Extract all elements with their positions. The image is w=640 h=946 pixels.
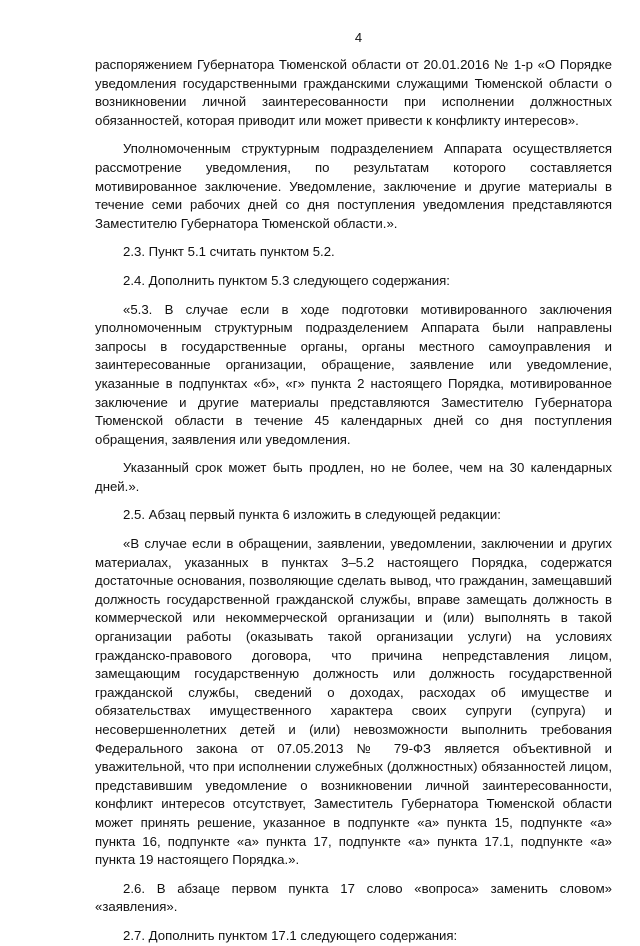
paragraph-continuation: распоряжением Губернатора Тюменской области от 20.01.2016 № 1-р «О Порядке уведомления государственными гражданскими служащими Тюменской области о возникновении личной заинтересованности при исполнении должностных обязанностей, которая приводит или может привести к конфликту интересов». — [95, 57, 612, 128]
paragraph-authorized-unit: Уполномоченным структурным подразделением Аппарата осуществляется рассмотрение уведомления, по результатам которого составляется мотивированное заключение. Уведомление, заключение и другие материалы в течение семи рабочих дней со дня поступления уведомления представляются Заместителю Губернатора Тюменской области.». — [95, 141, 612, 231]
paragraph-clause-5-3: «5.3. В случае если в ходе подготовки мотивированного заключения уполномоченным структурным подразделением Аппарата были направлены запросы в государственные органы, органы местного самоуправления и заинтересованные организации, обращение, заявление или уведомление, указанные в подпунктах «б», «г» пункта 2 настоящего Порядка, мотивированное заключение и другие материалы представляются Заместителю Губернатора Тюменской области в течение 45 календарных дней со дня поступления обращения, заявления или уведомления. — [95, 301, 612, 447]
paragraph-item-2-4: 2.4. Дополнить пунктом 5.3 следующего содержания: — [123, 272, 450, 288]
paragraph-item-2-6: 2.6. В абзаце первом пункта 17 слово «вопроса» заменить словом» «заявления». — [95, 880, 612, 915]
paragraph-item-2-5: 2.5. Абзац первый пункта 6 изложить в следующей редакции: — [123, 507, 501, 523]
page-number: 4 — [354, 30, 363, 45]
paragraph-term-extension: Указанный срок может быть продлен, но не более, чем на 30 календарных дней.». — [95, 460, 612, 494]
paragraph-item-2-3: 2.3. Пункт 5.1 считать пунктом 5.2. — [123, 244, 335, 260]
paragraph-clause-6-text: «В случае если в обращении, заявлении, уведомлении, заключении и других материалах, указанных в пунктах 3–5.2 настоящего Порядка, содержатся достаточные основания, позволяющие сделать вывод, что гражданин, замещавший должность государственной гражданской службы, вправе замещать должность в коммерческой или некоммерческой организации и (или) выполнять в такой организации работы (оказывать такой организации услуги) на условиях гражданско-правового договора, что причина непредставления лицом, замещающим государственную должность или должность государственной гражданской службы, сведений о доходах, расходах об имуществе и обязательствах имущественного характера своих супруги (супруга) и несовершеннолетних детей и (или) невозможности выполнить требования Федерального закона от 07.05.2013 № 79-ФЗ является объективной и уважительной, что при исполнении служебных (должностных) обязанностей лицом, представившим уведомление о возникновении личной заинтересованности, конфликт интересов отсутствует, Заместитель Губернатора Тюменской области может принять решение, указанное в подпункте «а» пункта 15, подпункте «а» пункта 16, подпункте «а» пункта 17, подпункте «а» пункта 17.1, подпункте «а» пункта 19 настоящего Порядка.». — [95, 536, 612, 868]
paragraph-item-2-7: 2.7. Дополнить пунктом 17.1 следующего содержания: — [123, 927, 458, 943]
